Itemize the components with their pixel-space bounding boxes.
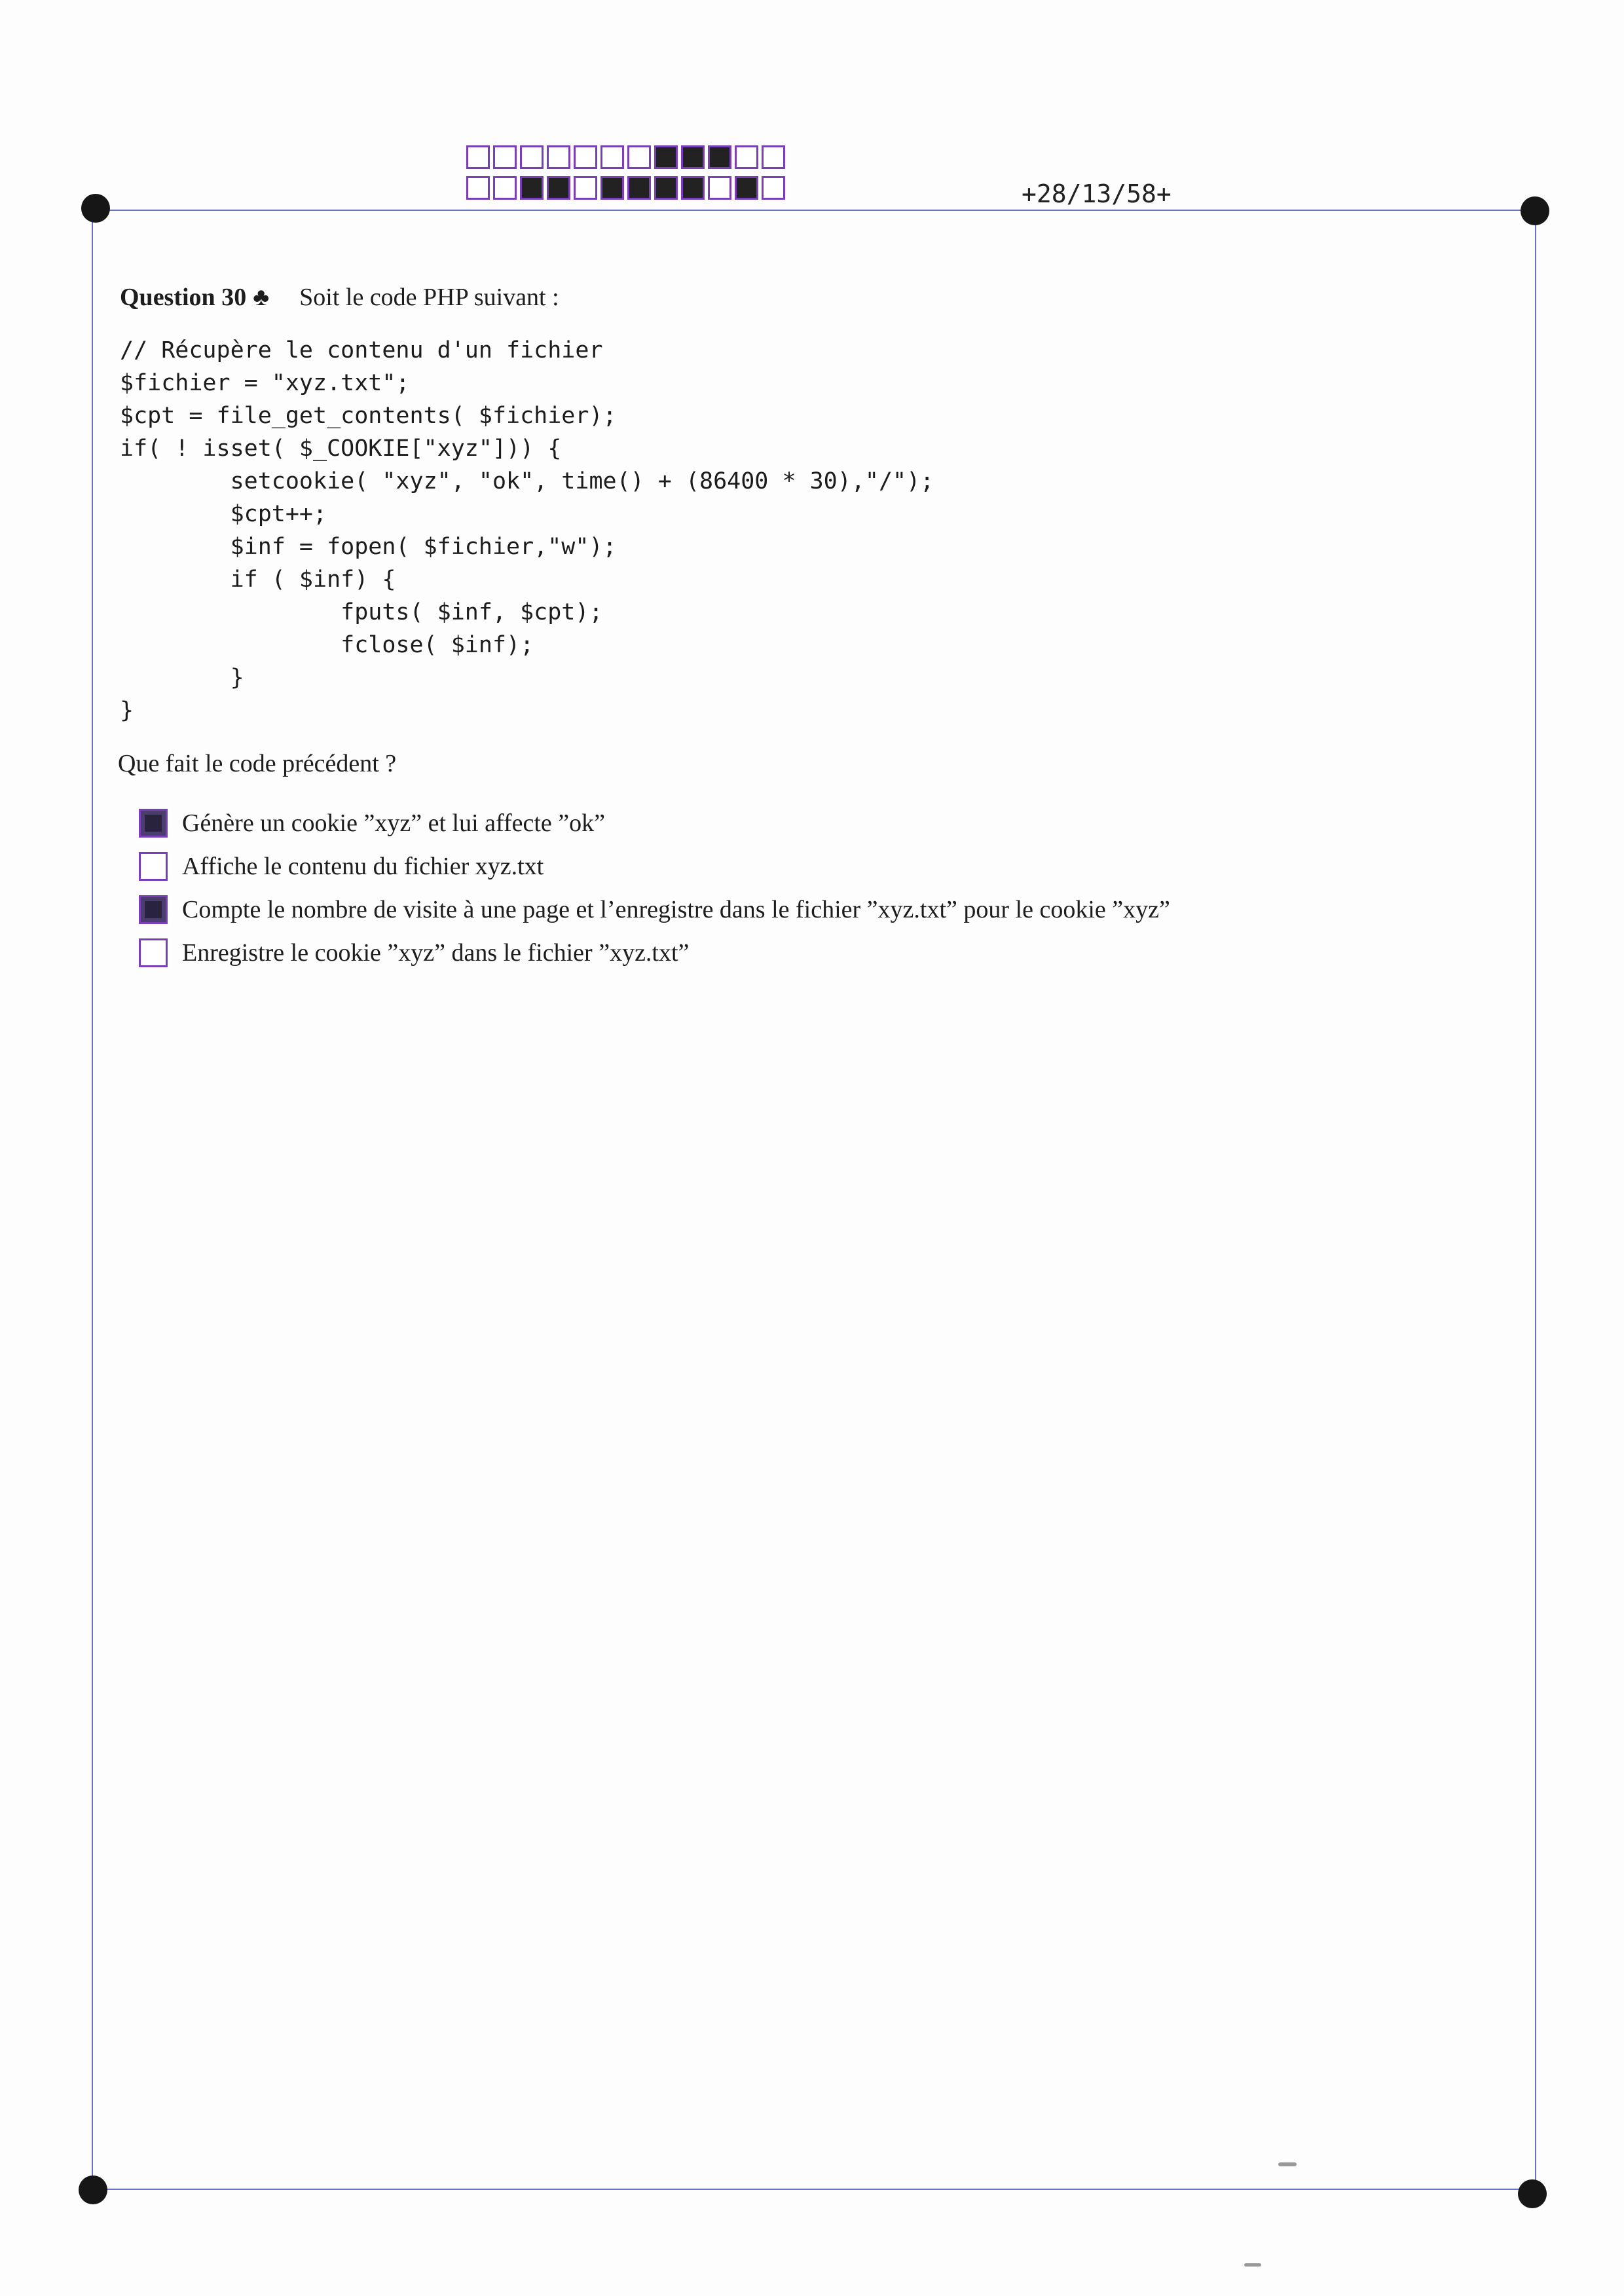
registration-mark-bottom-left	[79, 2176, 107, 2204]
id-cell-empty	[493, 145, 517, 169]
id-cell-empty	[574, 176, 597, 200]
answer-checkbox[interactable]	[139, 938, 168, 967]
answer-label: Affiche le contenu du fichier xyz.txt	[182, 853, 544, 880]
id-cell-filled	[681, 145, 705, 169]
id-cell-empty	[493, 176, 517, 200]
id-cell-filled	[520, 176, 544, 200]
id-cell-filled	[654, 176, 678, 200]
student-id-grid	[466, 145, 788, 207]
answer-choices	[139, 802, 1170, 974]
scan-speck	[1278, 2162, 1297, 2166]
id-cell-empty	[735, 145, 758, 169]
answer-checkbox[interactable]	[139, 852, 168, 881]
id-cell-empty	[466, 176, 490, 200]
id-grid-row-2	[466, 176, 788, 202]
php-code-block: // Récupère le contenu d'un fichier $fichier = "xyz.txt"; $cpt = file_get_contents( $fichier); if( ! isset( $_COOKIE["xyz"])) { setcookie( "xyz", "ok", time() + (86400 * 30),"/"); $cpt++; $inf = fopen( $fichier,"w"); if ( $inf) { fputs( $inf, $cpt); fclose( $inf); } }	[120, 337, 934, 724]
id-cell-empty	[708, 176, 731, 200]
question-header	[120, 283, 559, 312]
answer-checkbox-checked[interactable]	[139, 895, 168, 924]
registration-mark-top-right	[1521, 196, 1549, 225]
page-reference: +28/13/58+	[1022, 179, 1172, 208]
answer-label: Compte le nombre de visite à une page et l’enregistre dans le fichier ”xyz.txt” pour le cookie ”xyz”	[182, 896, 1170, 923]
answer-label: Génère un cookie ”xyz” et lui affecte ”ok”	[182, 809, 605, 837]
id-cell-empty	[466, 145, 490, 169]
id-cell-empty	[762, 176, 785, 200]
id-cell-filled	[654, 145, 678, 169]
question-prompt: Que fait le code précédent ?	[118, 750, 397, 777]
id-cell-empty	[600, 145, 624, 169]
id-cell-empty	[574, 145, 597, 169]
question-intro: Soit le code PHP suivant :	[299, 284, 559, 311]
club-icon: ♣	[253, 284, 270, 311]
id-cell-filled	[708, 145, 731, 169]
id-cell-empty	[627, 145, 651, 169]
answer-choice[interactable]	[139, 931, 1170, 974]
id-grid-row-1	[466, 145, 788, 172]
registration-mark-top-left	[81, 194, 110, 223]
id-cell-empty	[520, 145, 544, 169]
answer-choice[interactable]	[139, 845, 1170, 888]
answer-checkbox-checked[interactable]	[139, 809, 168, 838]
id-cell-filled	[600, 176, 624, 200]
id-cell-filled	[735, 176, 758, 200]
id-cell-filled	[627, 176, 651, 200]
scan-speck	[1244, 2263, 1261, 2267]
id-cell-empty	[547, 145, 570, 169]
question-label: Question 30	[120, 284, 247, 311]
id-cell-filled	[681, 176, 705, 200]
id-cell-empty	[762, 145, 785, 169]
answer-label: Enregistre le cookie ”xyz” dans le fichier ”xyz.txt”	[182, 939, 690, 967]
answer-choice[interactable]	[139, 888, 1170, 931]
id-cell-filled	[547, 176, 570, 200]
answer-choice[interactable]	[139, 802, 1170, 845]
registration-mark-bottom-right	[1518, 2179, 1547, 2208]
